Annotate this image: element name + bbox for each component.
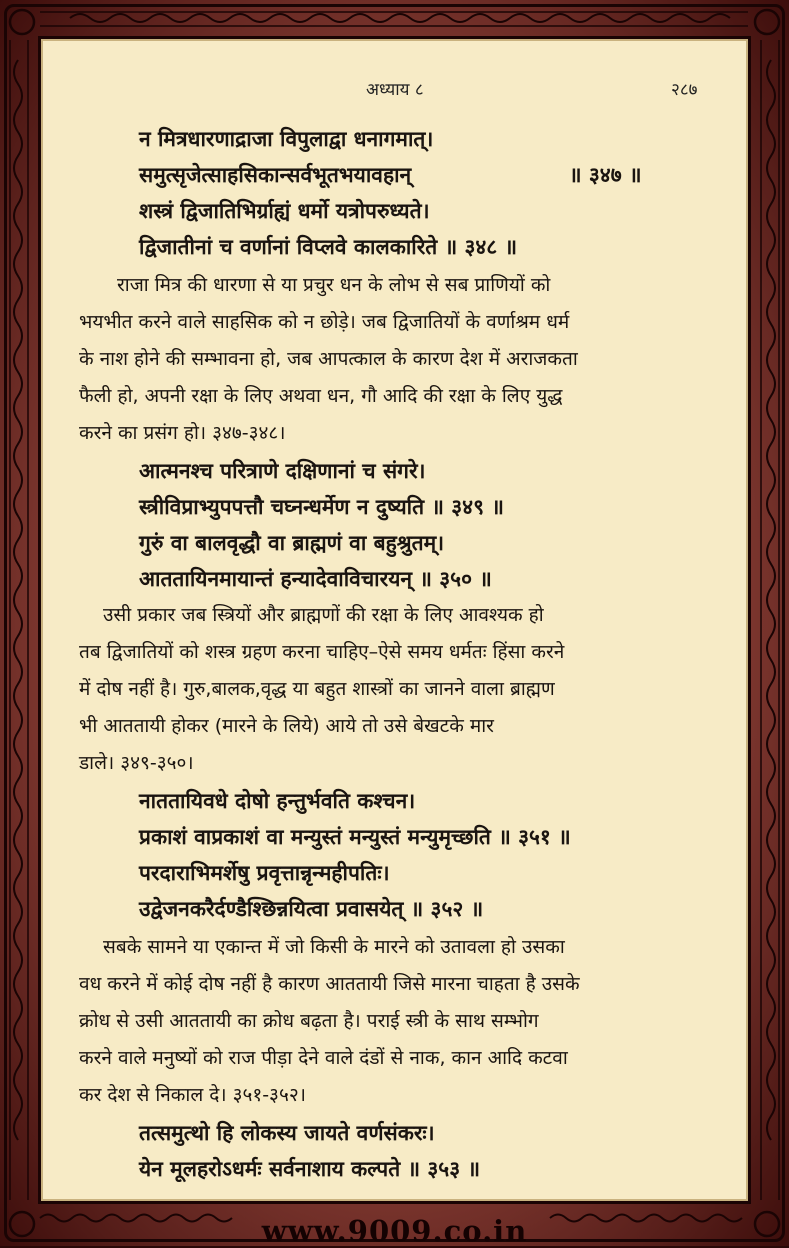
- chapter-heading: अध्याय ८: [366, 80, 424, 100]
- verse-line: [139, 233, 517, 261]
- website-watermark: www.9009.co.in: [261, 1214, 528, 1248]
- verse-number: ॥ ३४९ ॥: [431, 495, 504, 519]
- verse-text: येन मूलहरोऽधर्मः सर्वनाशाय कल्पते: [139, 1157, 401, 1181]
- verse-line: [139, 565, 492, 593]
- verse-line: तत्समुत्थो हि लोकस्य जायते वर्णसंकरः।: [139, 1121, 435, 1145]
- verse-number: ॥ ३४८ ॥: [444, 235, 518, 259]
- prose-line: राजा मित्र की धारणा से या प्रचुर धन के लोभ से सब प्राणियों को: [117, 274, 551, 296]
- verse-line: [139, 1155, 480, 1183]
- verse-text: समुत्सृजेत्साहसिकान्सर्वभूतभयावहान्: [139, 163, 412, 187]
- prose-line: के नाश होने की सम्भावना हो, जब आपत्काल के कारण देश में अराजकता: [79, 348, 578, 370]
- prose-line: तब द्विजातियों को शस्त्र ग्रहण करना चाहिए–ऐसे समय धर्मतः हिंसा करने: [79, 641, 565, 663]
- verse-line: [139, 493, 504, 521]
- prose-line: डाले। ३४९-३५०।: [79, 752, 194, 774]
- prose-line: सबके सामने या एकान्त में जो किसी के मारने को उतावला हो उसका: [103, 936, 565, 958]
- verse-line: आत्मनश्च परित्राणे दक्षिणानां च संगरे।: [139, 459, 426, 483]
- prose-line: वध करने में कोई दोष नहीं है कारण आततायी जिसे मारना चाहता है उसके: [79, 973, 580, 995]
- page-number: २८७: [671, 80, 698, 100]
- verse-line: शस्त्रं द्विजातिभिर्ग्राह्यं धर्मो यत्रोपरुध्यते।: [139, 199, 430, 223]
- verse-line: परदाराभिमर्शेषु प्रवृत्तान्नृन्महीपतिः।: [139, 861, 390, 885]
- verse-line: [139, 161, 642, 189]
- verse-number: ॥ ३५१ ॥: [498, 825, 571, 849]
- verse-text: द्विजातीनां च वर्णानां विप्लवे कालकारिते: [139, 235, 438, 259]
- prose-line: फैली हो, अपनी रक्षा के लिए अथवा धन, गौ आदि की रक्षा के लिए युद्ध: [79, 385, 563, 407]
- verse-line: [139, 895, 483, 923]
- verse-number: ॥ ३५० ॥: [419, 567, 492, 591]
- prose-line: उसी प्रकार जब स्त्रियों और ब्राह्मणों की रक्षा के लिए आवश्यक हो: [103, 604, 544, 626]
- prose-line: भी आततायी होकर (मारने के लिये) आये तो उसे बेखटके मार: [79, 715, 494, 737]
- verse-text: आततायिनमायान्तं हन्यादेवाविचारयन्: [139, 567, 413, 591]
- verse-number: ॥ ३४७ ॥: [569, 163, 642, 187]
- prose-line: भयभीत करने वाले साहसिक को न छोड़े। जब द्विजातियों के वर्णाश्रम धर्म: [79, 311, 570, 333]
- verse-line: [139, 823, 571, 851]
- verse-line: गुरुं वा बालवृद्धौ वा ब्राह्मणं वा बहुश्रुतम्।: [139, 531, 445, 555]
- book-page: [38, 36, 751, 1204]
- prose-line: में दोष नहीं है। गुरु,बालक,वृद्ध या बहुत शास्त्रों का जानने वाला ब्राह्मण: [79, 678, 555, 700]
- verse-text: उद्वेजनकरैर्दण्डैश्छिन्नयित्वा प्रवासयेत्: [139, 897, 404, 921]
- prose-line: क्रोध से उसी आततायी का क्रोध बढ़ता है। पराई स्त्री के साथ सम्भोग: [79, 1010, 539, 1032]
- verse-line: न मित्रधारणाद्राजा विपुलाद्वा धनागमात्।: [139, 127, 434, 151]
- prose-line: करने वाले मनुष्यों को राज पीड़ा देने वाले दंडों से नाक, कान आदि कटवा: [79, 1047, 568, 1069]
- verse-text: प्रकाशं वाप्रकाशं वा मन्युस्तं मन्युस्तं मन्युमृच्छति: [139, 825, 491, 849]
- verse-line: नाततायिवधे दोषो हन्तुर्भवति कश्चन।: [139, 789, 416, 813]
- prose-line: करने का प्रसंग हो। ३४७-३४८।: [79, 422, 286, 444]
- verse-number: ॥ ३५३ ॥: [407, 1157, 481, 1181]
- verse-text: स्त्रीविप्राभ्युपपत्तौ चघ्नन्धर्मेण न दुष्यति: [139, 495, 425, 519]
- prose-line: कर देश से निकाल दे। ३५१-३५२।: [79, 1084, 306, 1106]
- verse-number: ॥ ३५२ ॥: [410, 897, 484, 921]
